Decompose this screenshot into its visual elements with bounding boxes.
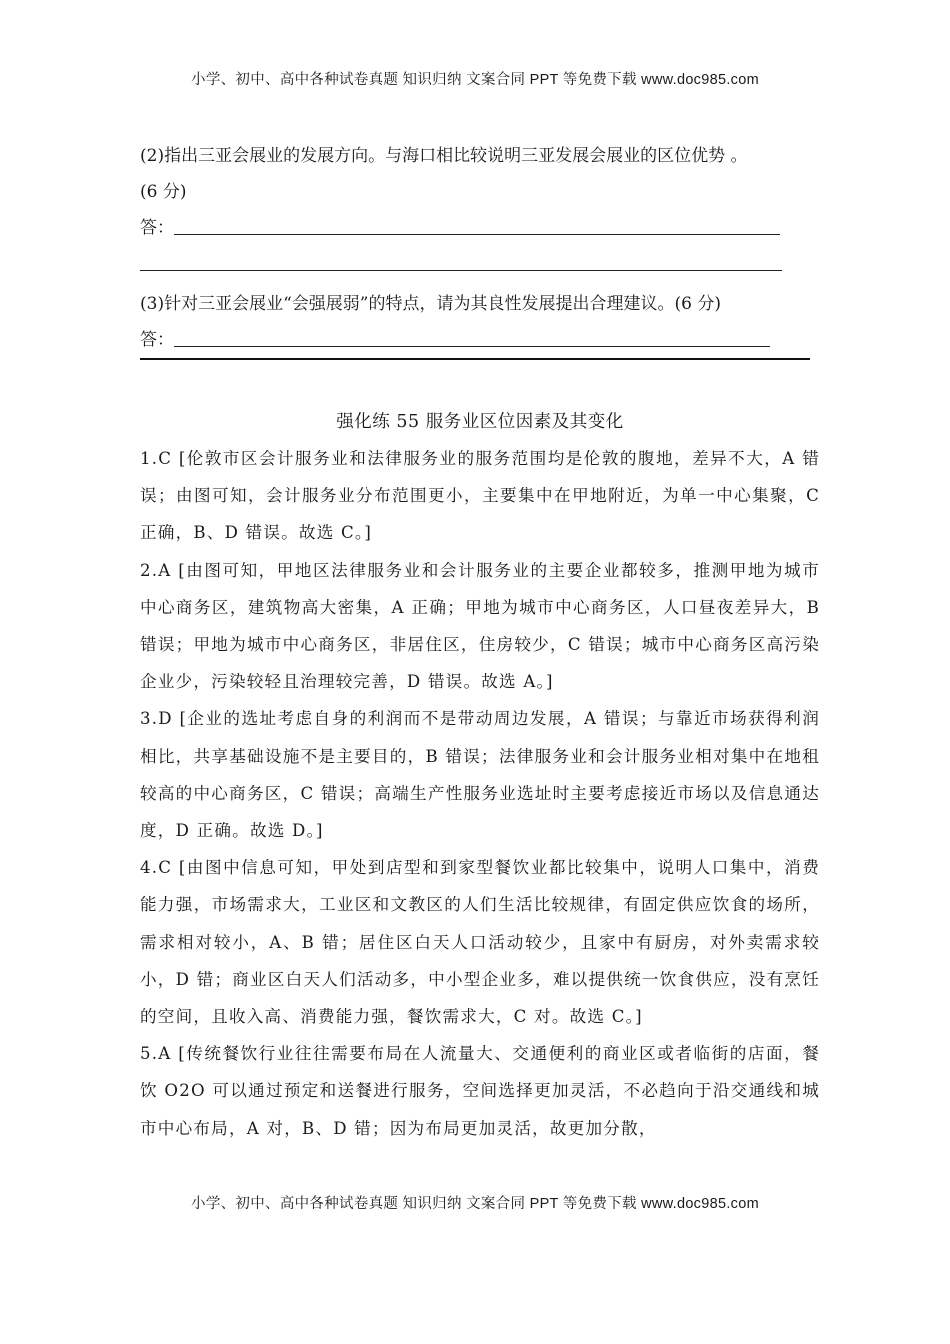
answer-item: 3.D [企业的选址考虑自身的利润而不是带动周边发展，A 错误；与靠近市场获得利润相比，共享基础设施不是主要目的，B 错误；法律服务业和会计服务业相对集中在地租较高的中心商务区，C 错误；高端生产性服务业选址时主要考虑接近市场以及信息通达度，D 正确。故选 D。] bbox=[140, 709, 820, 841]
answer-item: 5.A [传统餐饮行业往往需要布局在人流量大、交通便利的商业区或者临街的店面，餐饮 O2O 可以通过预定和送餐进行服务，空间选择更加灵活，不必趋向于沿交通线和城市中心布局，A 对，B、D 错；因为布局更加灵活，故更加分散， bbox=[140, 1044, 820, 1138]
question-2-text: (2)指出三亚会展业的发展方向。与海口相比较说明三亚发展会展业的区位优势 。 bbox=[140, 146, 748, 166]
page-header: 小学、初中、高中各种试卷真题 知识归纳 文案合同 PPT 等免费下载 www.doc985.com bbox=[191, 72, 759, 88]
answer-line-2 bbox=[140, 246, 820, 282]
answer-blank[interactable] bbox=[174, 210, 780, 235]
answer-label: 答： bbox=[140, 218, 174, 238]
answer-item: 2.A [由图可知，甲地区法律服务业和会计服务业的主要企业都较多，推测甲地为城市中心商务区，建筑物高大密集，A 正确；甲地为城市中心商务区，人口昼夜差异大，B 错误；甲地为城市中心商务区，非居住区，住房较少，C 错误；城市中心商务区高污染企业少，污染较轻且治理较完善，D 错误。故选 A。] bbox=[140, 560, 820, 692]
page-content bbox=[140, 138, 820, 1147]
section-divider bbox=[140, 358, 810, 360]
question-2-score: (6 分) bbox=[140, 182, 187, 202]
answer-blank[interactable] bbox=[174, 322, 770, 347]
section-title: 强化练 55 服务业区位因素及其变化 bbox=[336, 412, 624, 432]
answer-line-1 bbox=[140, 210, 820, 246]
answer-line-3 bbox=[140, 322, 820, 358]
page-footer: 小学、初中、高中各种试卷真题 知识归纳 文案合同 PPT 等免费下载 www.doc985.com bbox=[191, 1196, 759, 1212]
answer-item: 1.C [伦敦市区会计服务业和法律服务业的服务范围均是伦敦的腹地，差异不大，A 错误；由图可知，会计服务业分布范围更小，主要集中在甲地附近，为单一中心集聚，C 正确，B、D 错误。故选 C。] bbox=[140, 449, 820, 543]
question-3-text: (3)针对三亚会展业“会强展弱”的特点，请为其良性发展提出合理建议。(6 分) bbox=[140, 294, 721, 314]
answer-label: 答： bbox=[140, 330, 174, 350]
answer-blank[interactable] bbox=[140, 246, 782, 271]
answer-item: 4.C [由图中信息可知，甲处到店型和到家型餐饮业都比较集中，说明人口集中，消费能力强，市场需求大，工业区和文教区的人们生活比较规律，有固定供应饮食的场所，需求相对较小，A、B 错；居住区白天人口活动较少，且家中有厨房，对外卖需求较小，D 错；商业区白天人们活动多，中小型企业多，难以提供统一饮食供应，没有烹饪的空间，且收入高、消费能力强，餐饮需求大，C 对。故选 C。] bbox=[140, 858, 820, 1027]
